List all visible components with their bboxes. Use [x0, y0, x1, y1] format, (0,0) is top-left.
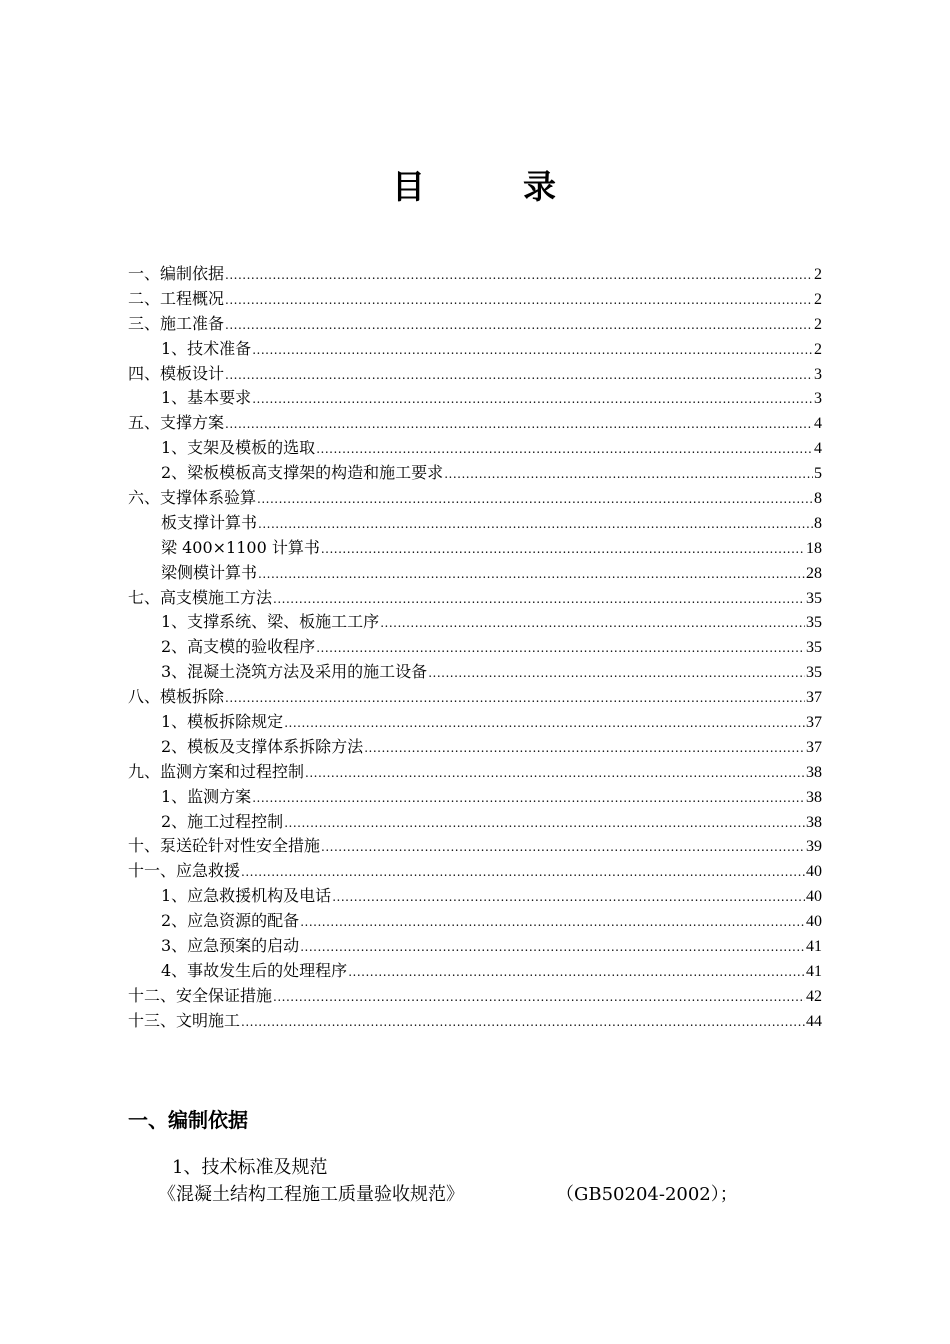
toc-entry-text: 4、事故发生后的处理程序 [161, 960, 348, 980]
toc-entry-page: 35 [806, 639, 822, 657]
toc-title [0, 166, 950, 208]
toc-entry-text: 十一、应急救援 [128, 861, 241, 881]
toc-entry-text: 2、梁板模板高支撑架的构造和施工要求 [161, 463, 444, 483]
toc-entry[interactable] [128, 660, 822, 685]
toc-entry-page: 38 [806, 763, 822, 781]
toc-entry-text: 1、监测方案 [161, 786, 252, 806]
toc-entry-page: 2 [814, 340, 822, 358]
toc-dot-leader [225, 263, 813, 288]
toc-dot-leader [252, 387, 813, 412]
toc-entry[interactable] [128, 436, 822, 461]
toc-dot-leader [258, 562, 805, 587]
toc-entry[interactable] [128, 262, 822, 287]
toc-entry[interactable] [128, 536, 822, 561]
toc-entry-text: 梁 400×1100 计算书 [161, 537, 320, 557]
toc-entry-page: 3 [814, 365, 822, 383]
toc-entry-page: 42 [806, 987, 822, 1005]
table-of-contents [128, 262, 822, 1034]
toc-dot-leader [444, 462, 813, 487]
toc-entry[interactable] [128, 934, 822, 959]
toc-entry-page: 40 [806, 913, 822, 931]
toc-entry[interactable] [128, 411, 822, 436]
toc-entry-page: 5 [814, 465, 822, 483]
toc-entry-page: 2 [814, 315, 822, 333]
toc-dot-leader [252, 786, 805, 811]
toc-entry-text: 十二、安全保证措施 [128, 985, 273, 1005]
toc-dot-leader [252, 338, 813, 363]
toc-entry-text: 1、支架及模板的选取 [161, 438, 316, 458]
toc-entry-text: 七、高支模施工方法 [128, 587, 273, 607]
toc-entry-text: 2、模板及支撑体系拆除方法 [161, 736, 364, 756]
toc-entry-page: 38 [806, 813, 822, 831]
toc-entry-text: 十三、文明施工 [128, 1010, 241, 1030]
toc-entry[interactable] [128, 386, 822, 411]
toc-dot-leader [225, 288, 813, 313]
toc-entry[interactable] [128, 959, 822, 984]
toc-entry[interactable] [128, 884, 822, 909]
toc-entry-page: 41 [806, 938, 822, 956]
toc-entry[interactable] [128, 834, 822, 859]
toc-entry[interactable] [128, 586, 822, 611]
toc-entry-text: 3、混凝土浇筑方法及采用的施工设备 [161, 662, 428, 682]
standard-code: （GB50204-2002）； [556, 1184, 738, 1205]
toc-dot-leader [380, 611, 805, 636]
toc-entry-page: 37 [806, 738, 822, 756]
toc-entry[interactable] [128, 511, 822, 536]
toc-dot-leader [332, 885, 805, 910]
toc-dot-leader [273, 985, 805, 1010]
toc-entry[interactable] [128, 685, 822, 710]
toc-entry-page: 39 [806, 838, 822, 856]
toc-dot-leader [225, 363, 813, 388]
toc-dot-leader [258, 512, 813, 537]
toc-entry-page: 4 [814, 440, 822, 458]
toc-title-right: 录 [523, 167, 558, 206]
toc-entry-text: 1、支撑系统、梁、板施工工序 [161, 612, 380, 632]
toc-entry-page: 28 [806, 564, 822, 582]
toc-entry-page: 2 [814, 290, 822, 308]
toc-dot-leader [225, 686, 805, 711]
toc-entry-page: 38 [806, 788, 822, 806]
toc-entry[interactable] [128, 461, 822, 486]
toc-entry[interactable] [128, 362, 822, 387]
toc-entry-page: 37 [806, 689, 822, 707]
toc-entry-page: 35 [806, 589, 822, 607]
toc-dot-leader [284, 711, 805, 736]
toc-entry-page: 18 [806, 539, 822, 557]
toc-entry-page: 8 [814, 490, 822, 508]
toc-entry-page: 37 [806, 714, 822, 732]
standard-name: 《混凝土结构工程施工质量验收规范》 [158, 1184, 464, 1205]
toc-entry-page: 35 [806, 614, 822, 632]
toc-title-left: 目 [392, 167, 427, 206]
toc-dot-leader [305, 761, 805, 786]
toc-entry-text: 1、基本要求 [161, 388, 252, 408]
toc-entry-text: 一、编制依据 [128, 264, 225, 283]
toc-entry-text: 八、模板拆除 [128, 687, 225, 707]
toc-entry-page: 40 [806, 888, 822, 906]
toc-dot-leader [364, 736, 805, 761]
toc-entry-page: 4 [814, 415, 822, 433]
toc-entry[interactable] [128, 486, 822, 511]
toc-entry[interactable] [128, 984, 822, 1009]
toc-dot-leader [225, 412, 813, 437]
toc-entry-text: 六、支撑体系验算 [128, 488, 257, 508]
toc-dot-leader [348, 960, 805, 985]
toc-entry[interactable] [128, 909, 822, 934]
toc-entry[interactable] [128, 760, 822, 785]
toc-dot-leader [321, 537, 805, 562]
toc-entry-page: 44 [806, 1012, 822, 1030]
toc-entry[interactable] [128, 287, 822, 312]
toc-dot-leader [316, 636, 805, 661]
toc-entry[interactable] [128, 710, 822, 735]
toc-entry-page: 8 [814, 514, 822, 532]
toc-entry-text: 梁侧模计算书 [161, 562, 258, 582]
toc-entry-text: 1、应急救援机构及电话 [161, 886, 332, 906]
toc-entry[interactable] [128, 337, 822, 362]
toc-entry[interactable] [128, 785, 822, 810]
toc-entry[interactable] [128, 735, 822, 760]
toc-entry[interactable] [128, 561, 822, 586]
toc-entry-text: 九、监测方案和过程控制 [128, 761, 305, 781]
toc-entry-page: 3 [814, 390, 822, 408]
toc-entry-text: 二、工程概况 [128, 288, 225, 308]
toc-entry-text: 2、应急资源的配备 [161, 911, 300, 931]
toc-entry[interactable] [128, 312, 822, 337]
toc-entry-text: 1、技术准备 [161, 338, 252, 358]
toc-dot-leader [321, 835, 805, 860]
toc-dot-leader [284, 811, 805, 836]
toc-entry-page: 2 [814, 266, 822, 283]
toc-entry-text: 十、泵送砼针对性安全措施 [128, 836, 321, 856]
toc-dot-leader [225, 313, 813, 338]
toc-dot-leader [257, 487, 813, 512]
toc-entry-page: 41 [806, 962, 822, 980]
toc-entry-text: 三、施工准备 [128, 313, 225, 333]
toc-entry[interactable] [128, 810, 822, 835]
toc-entry[interactable] [128, 859, 822, 884]
toc-entry-page: 35 [806, 664, 822, 682]
toc-entry-text: 2、高支模的验收程序 [161, 637, 316, 657]
section-heading: 一、编制依据 [128, 1108, 248, 1132]
toc-dot-leader [428, 661, 805, 686]
toc-entry-text: 五、支撑方案 [128, 413, 225, 433]
toc-dot-leader [316, 437, 813, 462]
toc-dot-leader [300, 910, 805, 935]
toc-entry-text: 3、应急预案的启动 [161, 936, 300, 956]
toc-entry[interactable] [128, 610, 822, 635]
toc-dot-leader [273, 587, 805, 612]
toc-entry-page: 40 [806, 863, 822, 881]
toc-entry-text: 板支撑计算书 [161, 512, 258, 532]
toc-entry[interactable] [128, 635, 822, 660]
toc-entry-text: 1、模板拆除规定 [161, 712, 284, 732]
toc-dot-leader [241, 860, 805, 885]
toc-dot-leader [300, 935, 805, 960]
standard-item [158, 1181, 738, 1209]
toc-entry-text: 2、施工过程控制 [161, 811, 284, 831]
toc-entry[interactable] [128, 1009, 822, 1034]
toc-dot-leader [241, 1010, 805, 1035]
toc-entry-text: 四、模板设计 [128, 363, 225, 383]
subsection-heading: 1、技术标准及规范 [172, 1157, 328, 1178]
